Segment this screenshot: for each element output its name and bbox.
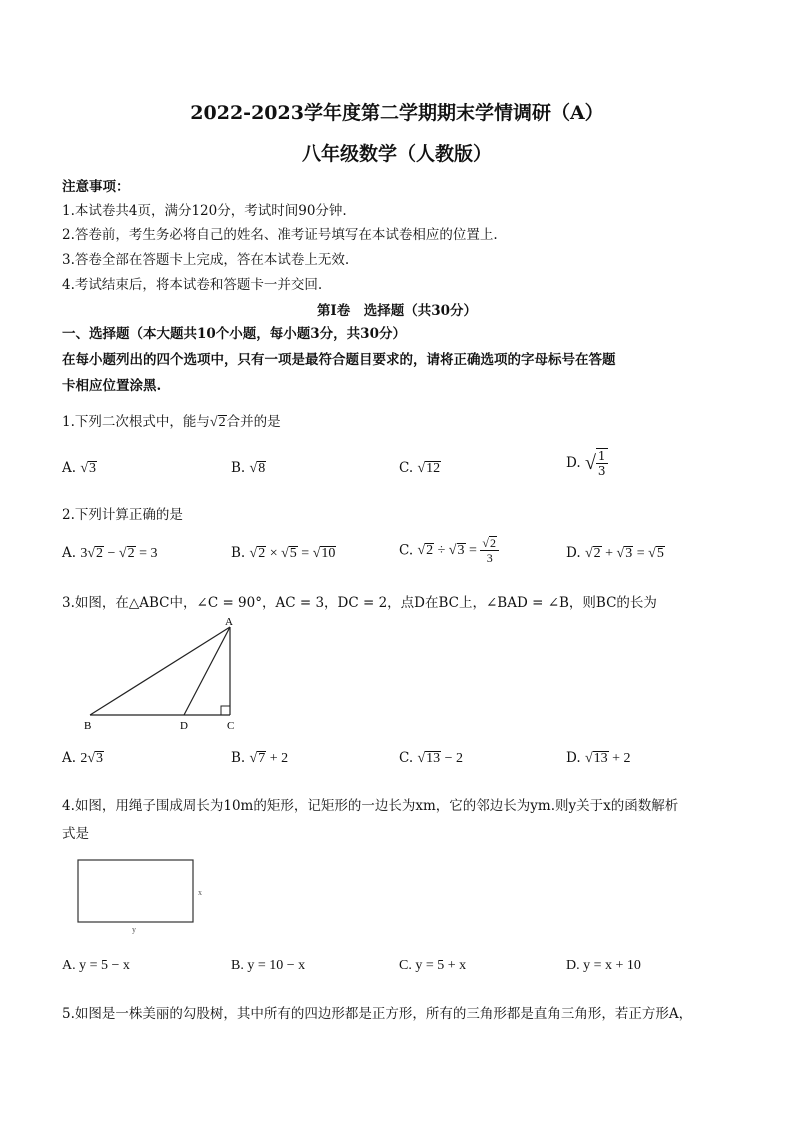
question-4-stem-line2: 式是 xyxy=(62,826,89,842)
q4-option-a[interactable]: A. y = 5 − x xyxy=(62,958,130,973)
note-item: 2.答卷前，考生务必将自己的姓名、准考证号填写在本试卷相应的位置上. xyxy=(62,227,498,243)
vertex-label-a: A xyxy=(225,616,233,628)
part-title: 一、选择题（本大题共10个小题，每小题3分，共30分） xyxy=(62,326,406,342)
instruction-line: 在每小题列出的四个选项中，只有一项是最符合题目要求的，请将正确选项的字母标号在答题 xyxy=(62,352,616,368)
q1-option-d[interactable]: D. √ $\frac{1}{3}$ xyxy=(566,449,606,479)
q1-option-c[interactable]: C. √12 xyxy=(399,460,441,476)
q2-option-b[interactable]: B. √2 × √5 = √10 xyxy=(231,545,336,561)
rect-side-x: x xyxy=(198,888,202,897)
notes-heading: 注意事项： xyxy=(62,179,130,195)
vertex-label-c: C xyxy=(227,720,235,732)
triangle-figure xyxy=(80,615,250,735)
question-2-stem: 2.下列计算正确的是 xyxy=(62,507,183,523)
question-1-stem: 1.下列二次根式中，能与√2合并的是 xyxy=(62,414,281,430)
note-item: 1.本试卷共4页，满分120分，考试时间90分钟. xyxy=(62,203,347,219)
rect-side-y: y xyxy=(132,925,136,934)
question-5-stem: 5.如图是一株美丽的勾股树，其中所有的四边形都是正方形，所有的三角形都是直角三角形，若正方形A， xyxy=(62,1006,693,1022)
page-title: 2022-2023学年度第二学期期末学情调研（A） xyxy=(190,102,604,124)
q3-option-a[interactable]: A. 2√3 xyxy=(62,750,104,766)
page-subtitle: 八年级数学（人教版） xyxy=(301,143,492,165)
question-4-stem-line1: 4.如图，用绳子围成周长为10m的矩形，记矩形的一边长为xm，它的邻边长为ym.则y关于x的函数解析 xyxy=(62,798,679,814)
volume-title: 第Ⅰ卷 选择题（共30分） xyxy=(316,303,478,319)
instruction-line: 卡相应位置涂黑. xyxy=(62,378,162,394)
note-item: 3.答卷全部在答题卡上完成，答在本试卷上无效. xyxy=(62,252,350,268)
q1-option-b[interactable]: B. √8 xyxy=(231,460,266,476)
vertex-label-d: D xyxy=(180,720,188,732)
q2-option-d[interactable]: D. √2 + √3 = √5 xyxy=(566,545,664,561)
vertex-label-b: B xyxy=(84,720,92,732)
q3-option-c[interactable]: C. √13 − 2 xyxy=(399,750,464,766)
q2-option-c[interactable]: C. √2 ÷ √3 = $\frac{√2}{3}$ xyxy=(399,536,499,566)
q4-option-b[interactable]: B. y = 10 − x xyxy=(231,958,306,973)
q3-option-b[interactable]: B. √7 + 2 xyxy=(231,750,289,766)
q3-option-d[interactable]: D. √13 + 2 xyxy=(566,750,631,766)
q2-option-a[interactable]: A. 3√2 − √2 = 3 xyxy=(62,545,158,561)
q4-option-c[interactable]: C. y = 5 + x xyxy=(399,958,467,973)
q1-option-a[interactable]: A. √3 xyxy=(62,460,97,476)
rectangle-figure xyxy=(72,855,212,935)
q4-option-d[interactable]: D. y = x + 10 xyxy=(566,958,641,973)
note-item: 4.考试结束后，将本试卷和答题卡一并交回. xyxy=(62,277,323,293)
question-3-stem: 3.如图，在△ABC中，∠C = 90°，AC = 3，DC = 2，点D在BC上，∠BAD = ∠B，则BC的长为 xyxy=(62,595,657,611)
